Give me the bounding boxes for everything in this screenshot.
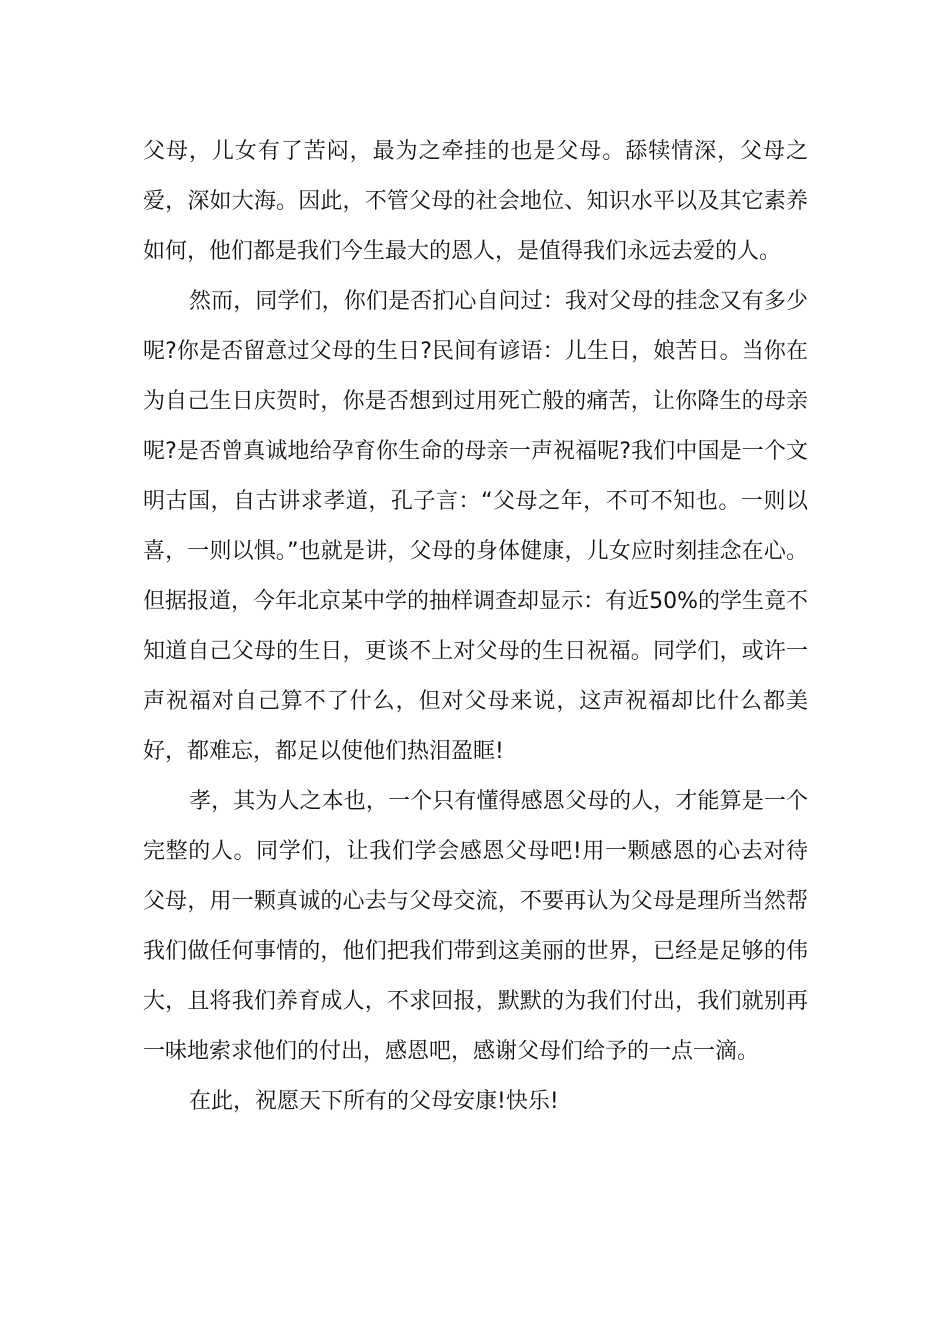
paragraph-3: 孝，其为人之本也，一个只有懂得感恩父母的人，才能算是一个完整的人。同学们，让我们学会感恩父母吧!用一颗感恩的心去对待父母，用一颗真诚的心去与父母交流，不要再认为父母是理所当然帮我们做任何事情的，他们把我们带到这美丽的世界，已经是足够的伟大，且将我们养育成人，不求回报，默默的为我们付出，我们就别再一味地索求他们的付出，感恩吧，感谢父母们给予的一点一滴。 bbox=[143, 789, 808, 1064]
paragraph-1: 父母，儿女有了苦闷，最为之牵挂的也是父母。舔犊情深，父母之爱，深如大海。因此，不管父母的社会地位、知识水平以及其它素养如何，他们都是我们今生最大的恩人，是值得我们永远去爱的人。 bbox=[143, 139, 808, 264]
document-body bbox=[143, 127, 808, 1127]
paragraph-2: 然而，同学们，你们是否扪心自问过：我对父母的挂念又有多少呢?你是否留意过父母的生日?民间有谚语：儿生日，娘苦日。当你在为自己生日庆贺时，你是否想到过用死亡般的痛苦，让你降生的母亲呢?是否曾真诚地给孕育你生命的母亲一声祝福呢?我们中国是一个文明古国，自古讲求孝道，孔子言：“父母之年，不可不知也。一则以喜，一则以惧。”也就是讲，父母的身体健康，儿女应时刻挂念在心。但据报道，今年北京某中学的抽样调查却显示：有近50%的学生竟不知道自己父母的生日，更谈不上对父母的生日祝福。同学们，或许一声祝福对自己算不了什么，但对父母来说，这声祝福却比什么都美好，都难忘，都足以使他们热泪盈眶! bbox=[143, 289, 808, 764]
paragraph-4: 在此，祝愿天下所有的父母安康!快乐! bbox=[189, 1089, 559, 1114]
